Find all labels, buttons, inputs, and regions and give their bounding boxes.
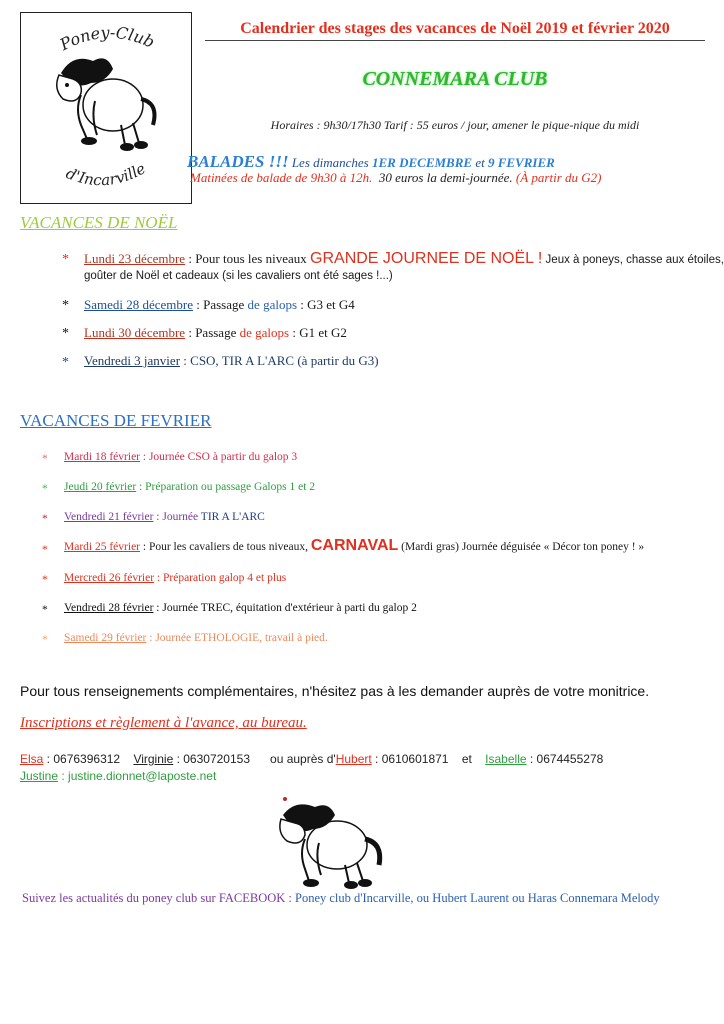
event-text: : Journée	[153, 511, 201, 523]
event-date: Samedi 28 décembre	[84, 297, 194, 312]
page-title: Calendrier des stages des vacances de Noël 2019 et février 2020	[240, 20, 670, 37]
inscriptions-note: Inscriptions et règlement à l'avance, au bureau.	[20, 715, 307, 731]
event-text: : Passage	[185, 325, 240, 340]
logo-svg	[21, 13, 191, 203]
event-date: Lundi 23 décembre	[84, 251, 186, 266]
balades-level: (À partir du G2)	[515, 170, 602, 185]
contact-phone: : 0610601871	[371, 752, 449, 766]
contacts-line-2	[20, 769, 216, 783]
event-date: Mardi 25 février	[64, 541, 140, 553]
list-item	[64, 602, 417, 614]
list-item-continued: goûter de Noël et cadeaux (si les cavaliers ont été sages !...)	[84, 270, 393, 282]
logo-top-text: Poney-Club	[56, 22, 158, 55]
bullet-star-icon: *	[42, 634, 48, 646]
event-text: : Préparation galop 4 et plus	[154, 572, 287, 584]
title-underline	[205, 40, 705, 41]
facebook-text-or: ou	[509, 891, 528, 905]
event-highlight: CARNAVAL	[310, 537, 399, 554]
pony-illustration	[275, 795, 385, 890]
contacts-line	[20, 752, 603, 766]
bullet-star-icon: *	[42, 453, 48, 465]
contact-text: et	[461, 752, 472, 766]
bullet-star-icon: *	[42, 574, 48, 586]
event-date: Samedi 29 février	[64, 632, 147, 644]
contact-phone: : 0674455278	[526, 752, 604, 766]
contact-text: ou auprès d'	[270, 752, 336, 766]
event-text: : Pour tous les niveaux	[185, 251, 311, 266]
list-item	[84, 353, 379, 369]
event-date: Vendredi 21 février	[64, 511, 154, 523]
list-item	[64, 451, 297, 463]
contact-email: : justine.dionnet@laposte.net	[58, 769, 217, 783]
balades-details	[190, 170, 602, 186]
event-text-3: : G1 et G2	[289, 325, 347, 340]
facebook-text-or: ou	[413, 891, 433, 905]
pony-illustration	[57, 58, 155, 151]
event-highlight: GRANDE JOURNEE DE NOËL !	[310, 250, 543, 267]
bullet-star-icon: *	[62, 355, 69, 370]
event-text: : Pour les cavaliers de tous niveaux,	[140, 541, 311, 553]
event-date: Vendredi 28 février	[64, 602, 154, 614]
balades-hours: Matinées de balade de 9h30 à 12h.	[190, 170, 373, 185]
event-date: Mardi 18 février	[64, 451, 140, 463]
bullet-star-icon: *	[62, 252, 69, 267]
logo-bottom-text: d'Incarville	[63, 159, 149, 190]
event-text: : Journée TREC, équitation d'extérieur à parti du galop 2	[153, 602, 417, 614]
event-text-2: (Mardi gras) Journée déguisée « Décor ton poney ! »	[398, 541, 645, 553]
event-text: : Préparation ou passage Galops 1 et 2	[136, 481, 316, 493]
facebook-text: Suivez les actualités du poney club sur FACEBOOK :	[22, 891, 295, 905]
bullet-star-icon: *	[42, 544, 48, 556]
facebook-line	[22, 891, 660, 906]
balades-date-1: 1ER DECEMBRE	[372, 155, 473, 170]
balades-text: Les dimanches	[288, 155, 372, 170]
list-item	[64, 511, 265, 523]
balades-label: BALADES !!!	[187, 152, 289, 171]
section-title-fevrier: VACANCES DE FEVRIER	[20, 411, 212, 430]
list-item	[84, 325, 347, 341]
contact-name: Virginie	[133, 752, 174, 766]
club-name: CONNEMARA CLUB	[362, 68, 548, 90]
bullet-star-icon: *	[62, 326, 69, 341]
bullet-star-icon: *	[42, 604, 48, 616]
balades-price: 30 euros la demi-journée.	[378, 170, 513, 185]
event-date: Lundi 30 décembre	[84, 325, 186, 340]
balades-date-2: 9 FEVRIER	[487, 155, 555, 170]
facebook-page-link[interactable]: Poney club d'Incarville,	[295, 891, 414, 905]
balades-text-and: et	[472, 155, 488, 170]
list-item	[64, 537, 644, 555]
list-item	[84, 250, 724, 268]
info-paragraph: Pour tous renseignements complémentaires, n'hésitez pas à les demander auprès de votre monitrice.	[20, 683, 650, 699]
list-item	[84, 297, 355, 313]
club-logo	[20, 12, 192, 204]
balades-line	[187, 152, 555, 172]
event-text-2: TIR A L'ARC	[200, 511, 265, 523]
event-text-2: de galops	[239, 325, 290, 340]
contact-name: Justine	[20, 769, 59, 783]
event-text: : CSO, TIR A L'ARC (à partir du G3)	[180, 353, 379, 368]
section-title-noel: VACANCES DE NOËL	[20, 213, 178, 232]
facebook-page-link[interactable]: Haras Connemara Melody	[527, 891, 660, 905]
contact-name: Hubert	[335, 752, 372, 766]
event-text: : Journée CSO à partir du galop 3	[140, 451, 298, 463]
contact-phone: : 0676396312	[43, 752, 121, 766]
event-text-2: Jeux à poneys, chasse aux étoiles,	[542, 254, 724, 266]
event-text: : Journée ETHOLOGIE, travail à pied.	[146, 632, 328, 644]
list-item	[64, 572, 286, 584]
event-text-2: de galops	[247, 297, 298, 312]
event-date: Vendredi 3 janvier	[84, 353, 181, 368]
event-date: Jeudi 20 février	[64, 481, 137, 493]
list-item	[64, 481, 315, 493]
bullet-star-icon: *	[62, 298, 69, 313]
contact-phone: : 0630720153	[173, 752, 250, 766]
bullet-star-icon: *	[42, 483, 48, 495]
event-date: Mercredi 26 février	[64, 572, 155, 584]
bullet-star-icon: *	[42, 513, 48, 525]
contact-name: Elsa	[20, 752, 44, 766]
list-item	[64, 632, 328, 644]
event-text: : Passage	[193, 297, 248, 312]
event-text-3: : G3 et G4	[297, 297, 355, 312]
hours-tariff: Horaires : 9h30/17h30 Tarif : 55 euros / jour, amener le pique-nique du midi	[270, 118, 640, 132]
facebook-page-link[interactable]: Hubert Laurent	[432, 891, 509, 905]
contact-name: Isabelle	[485, 752, 527, 766]
